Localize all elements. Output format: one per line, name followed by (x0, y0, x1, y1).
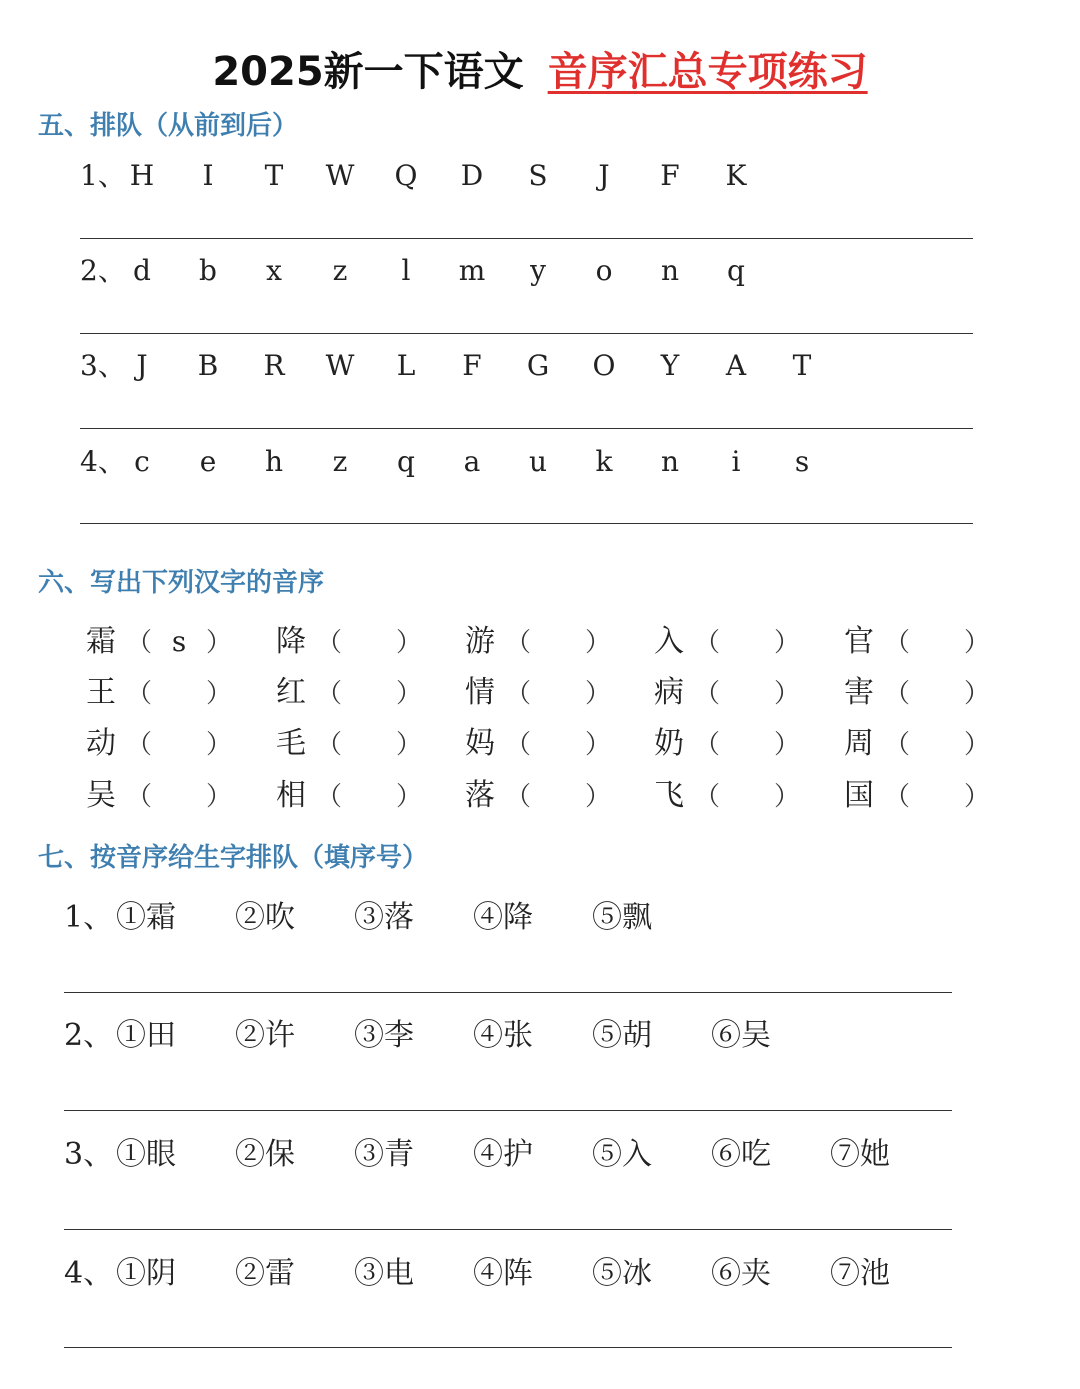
numbered-character: ⑦她 (830, 1137, 890, 1172)
right-paren: ） (964, 679, 991, 709)
numbered-character: ④护 (473, 1137, 533, 1172)
character-cell (276, 620, 422, 665)
character-row (86, 774, 1006, 818)
letter: h (264, 445, 284, 478)
right-paren: ） (206, 679, 233, 709)
right-paren: ） (774, 782, 801, 812)
answer-line[interactable] (80, 523, 973, 524)
letter: Q (394, 159, 418, 192)
numbered-character: ⑥吃 (711, 1137, 771, 1172)
chinese-character: 飞 (654, 778, 684, 813)
numbered-character: ⑥夹 (711, 1256, 771, 1291)
letter: T (264, 159, 284, 192)
letter: q (397, 445, 415, 478)
letter-row (80, 442, 980, 482)
numbered-character: ④阵 (473, 1256, 533, 1291)
right-paren: ） (964, 782, 991, 812)
chinese-character: 落 (465, 778, 495, 813)
ordering-row (64, 1252, 964, 1296)
letter: D (460, 159, 484, 192)
letter: S (528, 159, 548, 192)
character-cell (844, 671, 990, 716)
character-row (86, 620, 1006, 664)
numbered-character: ②许 (235, 1018, 295, 1053)
answer-line[interactable] (80, 238, 973, 239)
answer-line[interactable] (80, 333, 973, 334)
row-number: 1、 (80, 159, 126, 192)
letter: T (792, 349, 812, 382)
letter: n (660, 445, 680, 478)
letter-row (80, 346, 980, 386)
letter: W (325, 159, 355, 192)
right-paren: ） (585, 730, 612, 760)
character-cell (276, 774, 422, 819)
letter: z (332, 445, 348, 478)
letter: m (458, 254, 486, 287)
numbered-character: ⑤入 (592, 1137, 652, 1172)
letter: W (325, 349, 355, 382)
section-5-heading: 五、排队（从前到后） (38, 111, 299, 141)
chinese-character: 奶 (654, 726, 684, 761)
letter: x (266, 254, 282, 287)
row-number: 2、 (80, 254, 126, 287)
numbered-character: ①阴 (116, 1256, 176, 1291)
chinese-character: 动 (86, 726, 116, 761)
ordering-row (64, 896, 964, 940)
left-paren: （ (694, 679, 721, 709)
character-cell (844, 722, 990, 767)
letter: d (133, 254, 151, 287)
character-cell (86, 620, 232, 665)
chinese-character: 官 (844, 624, 874, 659)
letter: J (136, 349, 148, 382)
right-paren: ） (396, 730, 423, 760)
ordering-row (64, 1133, 964, 1177)
character-cell (654, 722, 800, 767)
chinese-character: 病 (654, 675, 684, 710)
left-paren: （ (316, 679, 343, 709)
chinese-character: 游 (465, 624, 495, 659)
letter: O (592, 349, 616, 382)
numbered-character: ⑥吴 (711, 1018, 771, 1053)
letter: F (462, 349, 482, 382)
chinese-character: 降 (276, 624, 306, 659)
letter: K (725, 159, 747, 192)
letter: J (598, 159, 610, 192)
letter: A (725, 349, 747, 382)
left-paren: （ (126, 782, 153, 812)
right-paren: ） (585, 628, 612, 658)
letter: c (134, 445, 150, 478)
numbered-character: ④降 (473, 900, 533, 935)
right-paren: ） (774, 628, 801, 658)
chinese-character: 毛 (276, 726, 306, 761)
numbered-character: ③李 (354, 1018, 414, 1053)
letter: z (332, 254, 348, 287)
character-row (86, 722, 1006, 766)
character-cell (86, 774, 232, 819)
letter: b (199, 254, 217, 287)
letter: e (199, 445, 217, 478)
numbered-character: ⑤胡 (592, 1018, 652, 1053)
letter: I (202, 159, 214, 192)
left-paren: （ (505, 730, 532, 760)
left-paren: （ (884, 628, 911, 658)
initial-answer-blank[interactable]: s (171, 625, 187, 658)
letter: Y (660, 349, 680, 382)
row-number: 1、 (64, 900, 114, 935)
left-paren: （ (126, 628, 153, 658)
letter: s (794, 445, 810, 478)
answer-line[interactable] (64, 1110, 952, 1111)
character-cell (844, 620, 990, 665)
numbered-character: ①眼 (116, 1137, 176, 1172)
left-paren: （ (126, 679, 153, 709)
character-cell (844, 774, 990, 819)
row-number: 4、 (80, 445, 126, 478)
right-paren: ） (774, 730, 801, 760)
letter: q (727, 254, 745, 287)
answer-line[interactable] (64, 992, 952, 993)
numbered-character: ②雷 (235, 1256, 295, 1291)
letter: y (530, 254, 546, 287)
answer-line[interactable] (80, 428, 973, 429)
letter: n (660, 254, 680, 287)
chinese-character: 入 (654, 624, 684, 659)
letter: R (263, 349, 285, 382)
chinese-character: 吴 (86, 778, 116, 813)
chinese-character: 害 (844, 675, 874, 710)
letter: F (660, 159, 680, 192)
title-highlight: 音序汇总专项练习 (547, 49, 868, 95)
numbered-character: ⑤冰 (592, 1256, 652, 1291)
chinese-character: 妈 (465, 726, 495, 761)
character-cell (465, 722, 611, 767)
character-cell (654, 774, 800, 819)
right-paren: ） (396, 782, 423, 812)
character-cell (86, 722, 232, 767)
numbered-character: ④张 (473, 1018, 533, 1053)
numbered-character: ⑦池 (830, 1256, 890, 1291)
answer-line[interactable] (64, 1229, 952, 1230)
letter: k (595, 445, 613, 478)
numbered-character: ①霜 (116, 900, 176, 935)
page-title (0, 44, 1080, 100)
left-paren: （ (505, 628, 532, 658)
numbered-character: ①田 (116, 1018, 176, 1053)
chinese-character: 情 (465, 675, 495, 710)
right-paren: ） (396, 628, 423, 658)
numbered-character: ②吹 (235, 900, 295, 935)
left-paren: （ (884, 782, 911, 812)
letter: u (528, 445, 548, 478)
left-paren: （ (694, 628, 721, 658)
letter: l (401, 254, 411, 287)
letter: L (396, 349, 416, 382)
row-number: 4、 (64, 1256, 114, 1291)
numbered-character: ③青 (354, 1137, 414, 1172)
left-paren: （ (316, 628, 343, 658)
title-main: 2025新一下语文 (212, 49, 524, 95)
character-cell (86, 671, 232, 716)
section-6-heading: 六、写出下列汉字的音序 (38, 568, 325, 598)
character-cell (654, 620, 800, 665)
left-paren: （ (884, 730, 911, 760)
chinese-character: 相 (276, 778, 306, 813)
left-paren: （ (694, 782, 721, 812)
row-number: 2、 (64, 1018, 114, 1053)
left-paren: （ (316, 730, 343, 760)
numbered-character: ③落 (354, 900, 414, 935)
letter-row (80, 156, 980, 196)
chinese-character: 红 (276, 675, 306, 710)
letter: G (526, 349, 550, 382)
character-cell (465, 620, 611, 665)
right-paren: ） (585, 679, 612, 709)
character-cell (465, 774, 611, 819)
letter: H (129, 159, 155, 192)
answer-line[interactable] (64, 1347, 952, 1348)
chinese-character: 周 (844, 726, 874, 761)
section-7-heading: 七、按音序给生字排队（填序号） (38, 843, 429, 873)
character-cell (276, 671, 422, 716)
ordering-row (64, 1014, 964, 1058)
letter: o (595, 254, 613, 287)
numbered-character: ②保 (235, 1137, 295, 1172)
chinese-character: 国 (844, 778, 874, 813)
letter: i (731, 445, 741, 478)
left-paren: （ (694, 730, 721, 760)
numbered-character: ③电 (354, 1256, 414, 1291)
letter-row (80, 251, 980, 291)
letter: B (197, 349, 219, 382)
letter: a (463, 445, 481, 478)
right-paren: ） (774, 679, 801, 709)
character-cell (276, 722, 422, 767)
left-paren: （ (126, 730, 153, 760)
right-paren: ） (206, 730, 233, 760)
left-paren: （ (505, 782, 532, 812)
chinese-character: 霜 (86, 624, 116, 659)
left-paren: （ (884, 679, 911, 709)
row-number: 3、 (64, 1137, 114, 1172)
right-paren: ） (396, 679, 423, 709)
left-paren: （ (316, 782, 343, 812)
right-paren: ） (964, 628, 991, 658)
right-paren: ） (964, 730, 991, 760)
character-cell (654, 671, 800, 716)
chinese-character: 王 (86, 675, 116, 710)
numbered-character: ⑤飘 (592, 900, 652, 935)
right-paren: ） (585, 782, 612, 812)
left-paren: （ (505, 679, 532, 709)
character-row (86, 671, 1006, 715)
right-paren: ） (206, 782, 233, 812)
row-number: 3、 (80, 349, 126, 382)
right-paren: ） (206, 628, 233, 658)
character-cell (465, 671, 611, 716)
